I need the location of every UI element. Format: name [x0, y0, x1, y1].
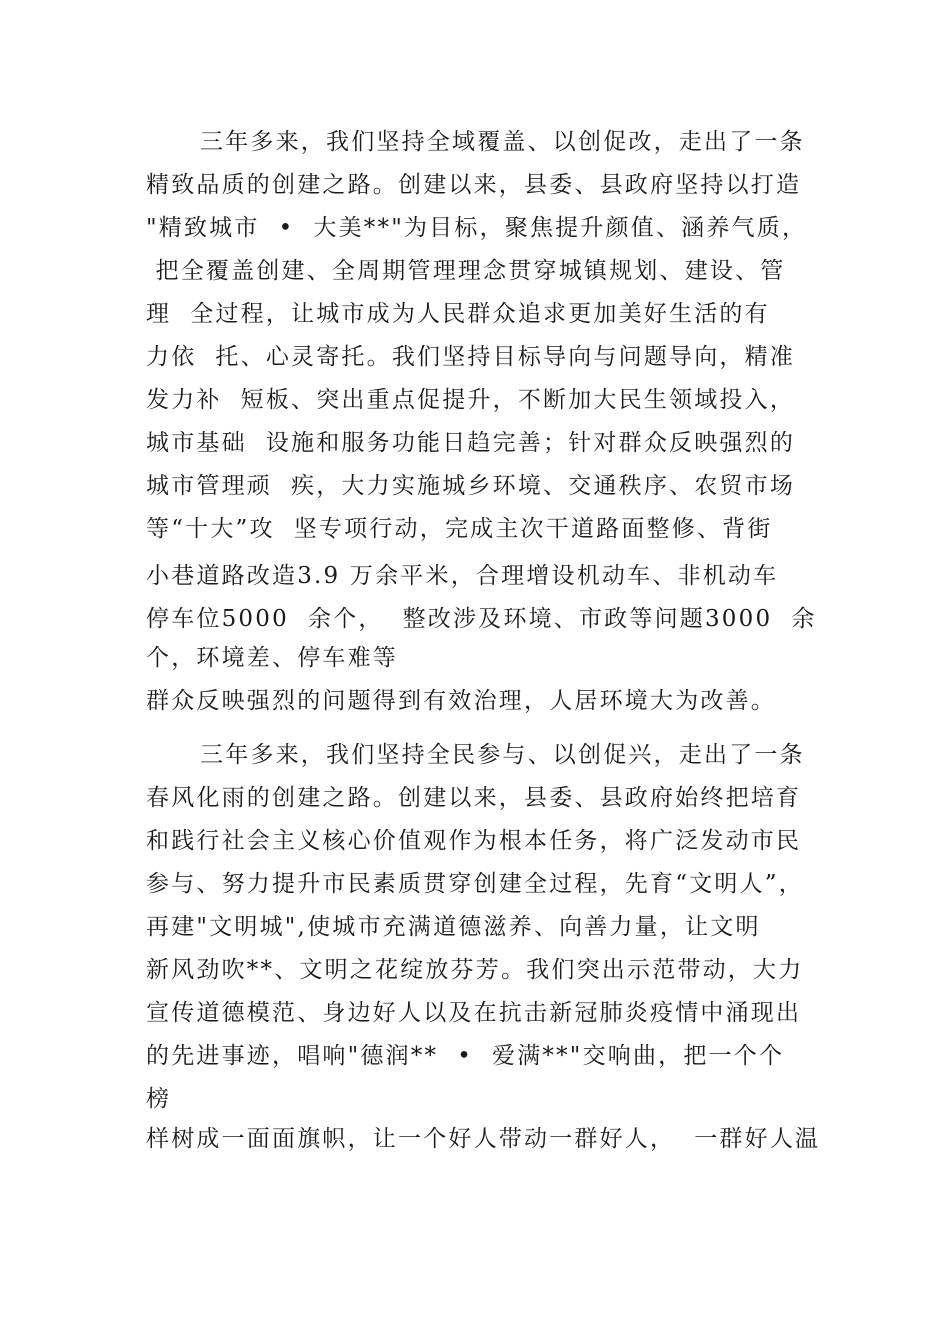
paragraph-1-line: 等“十大”攻 坚专项行动，完成主次干道路面整修、背街	[146, 516, 773, 542]
paragraph-1-line: 理 全过程，让城市成为人民群众追求更加美好生活的有	[146, 301, 770, 327]
paragraph-1-line: 停车位5000 余个， 整改涉及环境、市政等问题3000 余	[146, 606, 817, 632]
paragraph-2-line: 再建"文明城",使城市充满道德滋养、向善力量，让文明	[146, 914, 761, 940]
paragraph-1-line: 群众反映强烈的问题得到有效治理，人居环境大为改善。	[146, 688, 776, 714]
paragraph-1-line: 三年多来，我们坚持全域覆盖、以创促改，走出了一条	[200, 129, 805, 155]
paragraph-2-line: 三年多来，我们坚持全民参与、以创促兴，走出了一条	[200, 742, 805, 768]
paragraph-1-line: "精致城市 • 大美**"为目标，聚焦提升颜值、涵养气质，	[146, 215, 808, 241]
paragraph-1-line: 小巷道路改造3.9 万余平米，合理增设机动车、非机动车	[146, 563, 779, 589]
paragraph-1-line: 城市基础 设施和服务功能日趋完善；针对群众反映强烈的	[146, 430, 796, 456]
paragraph-1-line: 个，环境差、停车难等	[146, 645, 398, 671]
paragraph-2-line: 和践行社会主义核心价值观作为根本任务，将广泛发动市民	[146, 828, 802, 854]
paragraph-1-line: 发力补 短板、突出重点促提升，不断加大民生领域投入，	[146, 387, 796, 413]
paragraph-1-line: 精致品质的创建之路。创建以来，县委、县政府坚持以打造	[146, 172, 802, 198]
paragraph-1-line: 城市管理顽 疾，大力实施城乡环境、交通秩序、农贸市场	[146, 473, 796, 499]
paragraph-2-line: 样树成一面面旗帜，让一个好人带动一群好人， 一群好人温	[146, 1126, 821, 1152]
paragraph-2-line: 春风化雨的创建之路。创建以来，县委、县政府始终把培育	[146, 785, 802, 811]
paragraph-2-line: 宣传道德模范、身边好人以及在抗击新冠肺炎疫情中涌现出	[146, 1000, 802, 1026]
paragraph-1-line: 把全覆盖创建、全周期管理理念贯穿城镇规划、建设、管	[146, 258, 786, 284]
paragraph-2-line: 榜	[146, 1086, 172, 1112]
paragraph-2-line: 的先进事迹，唱响"德润** • 爱满**"交响曲，把一个个	[146, 1043, 785, 1069]
paragraph-1-line: 力依 托、心灵寄托。我们坚持目标导向与问题导向，精准	[146, 344, 796, 370]
paragraph-2-line: 参与、努力提升市民素质贯穿创建全过程，先育“文明人”，	[146, 871, 804, 897]
paragraph-2-line: 新风劲吹**、文明之花绽放芬芳。我们突出示范带动，大力	[146, 957, 804, 983]
